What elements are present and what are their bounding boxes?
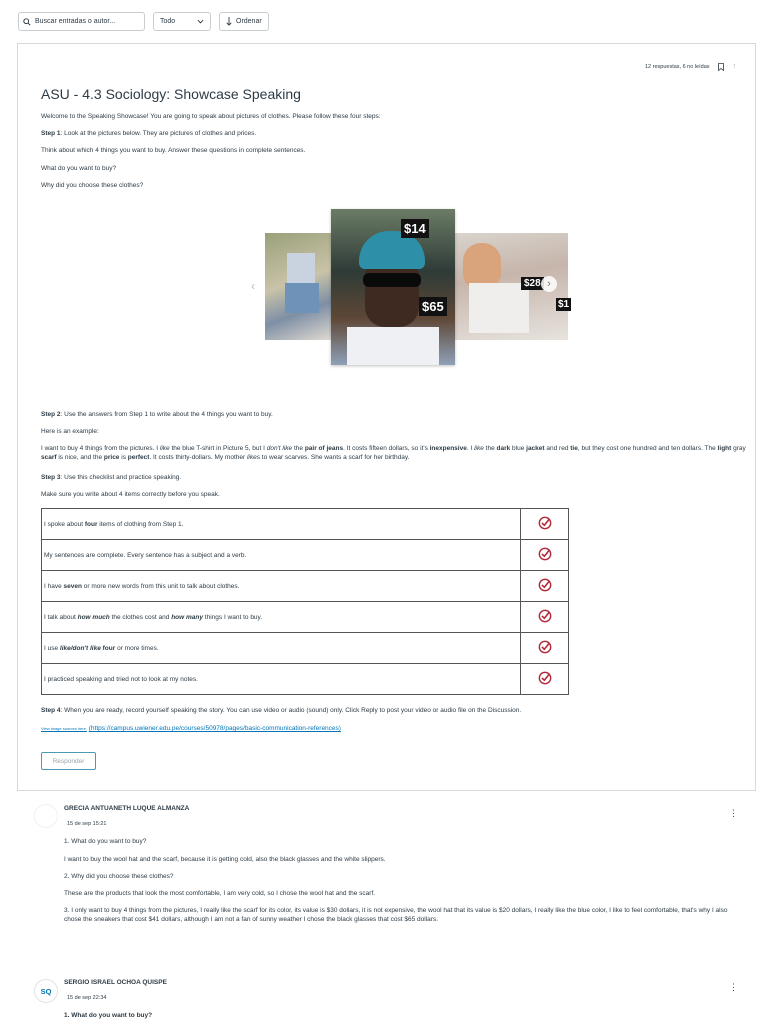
price-tag-center-bottom: $65 (419, 297, 447, 316)
step2-text: : Use the answers from Step 1 to write about the 4 things you want to buy. (60, 411, 273, 418)
table-row (42, 664, 569, 695)
step3-text: : Use this checklist and practice speaking. (60, 474, 182, 481)
image-sources (41, 724, 341, 733)
checklist-check-cell (521, 540, 569, 571)
shirt-shape (287, 253, 315, 283)
example-text: and red (544, 445, 571, 452)
example-text: perfect (127, 454, 150, 461)
example-text: jacket (526, 445, 545, 452)
example-text: is (119, 454, 128, 461)
step4-paragraph (41, 706, 747, 715)
checklist-check-cell (521, 602, 569, 633)
example-text: price (103, 454, 120, 461)
sweater-shape (469, 283, 529, 333)
image-sources-link[interactable]: View image sources here. (41, 726, 87, 731)
checklist-text: I talk about (44, 613, 78, 621)
checklist-text: how much (77, 613, 110, 621)
step1-text: : Look at the pictures below. They are pictures of clothes and prices. (60, 130, 257, 137)
carousel-image-left[interactable] (265, 233, 335, 340)
step1-label: Step 1 (41, 130, 61, 137)
price-tag-right-partial: $1 (558, 299, 570, 310)
discussion-toolbar (18, 12, 269, 31)
example-text: the (292, 445, 305, 452)
entry-author[interactable]: GRECIA ANTUANETH LUQUE ALMANZA (64, 805, 190, 812)
example-text: . It costs thirty-dollars. My mother (149, 454, 247, 461)
carousel-prev-icon[interactable]: ‹ (251, 279, 255, 293)
page-title: ASU - 4.3 Sociology: Showcase Speaking (41, 86, 301, 102)
filter-value: Todo (160, 18, 176, 25)
entry-menu-icon[interactable]: ⋮ (729, 808, 738, 818)
checklist-item (42, 633, 521, 664)
think-text: Think about which 4 things you want to buy. Answer these questions in complete sentences. (41, 147, 306, 154)
checklist-text: I spoke about (44, 520, 85, 528)
entry-text: 1. What do you want to buy? (64, 838, 147, 845)
example-text: don't like (266, 445, 293, 452)
bookmark-icon[interactable] (718, 63, 724, 71)
search-icon (23, 18, 31, 26)
checklist-text: seven (63, 582, 82, 590)
table-row (42, 509, 569, 540)
checklist-check-cell (521, 664, 569, 695)
example-text: is nice, and the (56, 454, 104, 461)
shirt-shape (347, 327, 439, 365)
search-placeholder: Buscar entradas o autor... (35, 18, 116, 25)
price-tag-center-top: $14 (401, 219, 429, 238)
checklist-text: how many (171, 613, 203, 621)
glasses-shape (363, 273, 421, 287)
entry-text: 1. What do you want to buy? (64, 1012, 153, 1019)
example-text: , but they cost one hundred and ten dollars. The (577, 445, 718, 452)
example-text: like (159, 445, 170, 452)
example-text: light (717, 445, 732, 452)
question-1: What do you want to buy? (41, 165, 117, 172)
example-text: scarf (41, 454, 57, 461)
shorts-shape (285, 283, 319, 313)
example-text: pair of jeans (304, 445, 344, 452)
entry-text: 3. I only want to buy 4 things from the pictures, I really like the scarf for its color, its value is $30 dollars, it is not expensive, the wool hat that its value is $20 dollars, I really like the blue color, I like to feel comfortable, that's why I also chose the sneakers that cost $41 dollars, although I am not a fan of sunny weather I chose the black glasses that cost $65 dollars. (64, 907, 728, 923)
checklist-text: the clothes cost and (109, 613, 172, 621)
checklist-text: I have (44, 582, 64, 590)
checklist-check-cell (521, 571, 569, 602)
checklist-check-cell (521, 509, 569, 540)
example-text: likes (246, 454, 260, 461)
example-paragraph (41, 444, 747, 462)
example-text: dark (496, 445, 511, 452)
example-text: the blue T-shirt in Picture 5, but I (169, 445, 267, 452)
chevron-down-icon (197, 19, 204, 24)
entry-date: 15 de sep 15:21 (67, 821, 107, 827)
entry-menu-icon[interactable]: ⋮ (729, 982, 738, 992)
checklist-item (42, 571, 521, 602)
check-circle-icon (538, 516, 552, 530)
entry-date: 15 de sep 22:34 (67, 995, 107, 1001)
example-text: I want to buy 4 things from the pictures. I (41, 445, 160, 452)
checklist-table (41, 508, 569, 695)
table-row (42, 602, 569, 633)
step4-label: Step 4 (41, 707, 61, 714)
step3-label: Step 3 (41, 474, 61, 481)
check-circle-icon (538, 671, 552, 685)
question-2: Why did you choose these clothes? (41, 182, 144, 189)
step3-paragraph (41, 473, 181, 482)
reply-button[interactable]: Responder (41, 752, 96, 770)
step2-label: Step 2 (41, 411, 61, 418)
check-circle-icon (538, 609, 552, 623)
step1-paragraph (41, 129, 256, 138)
check-circle-icon (538, 547, 552, 561)
example-text: inexpensive (429, 445, 467, 452)
avatar[interactable]: SQ (34, 979, 58, 1003)
check-circle-icon (538, 578, 552, 592)
checklist-text: things I want to buy. (202, 613, 263, 621)
example-text: to wear scarves. She wants a scarf for her birthday. (259, 454, 410, 461)
example-intro: Here is an example: (41, 428, 99, 435)
checklist-text: I use (44, 644, 60, 652)
carousel-next-icon[interactable]: › (541, 276, 557, 292)
topic-menu-icon[interactable]: ⋮ (731, 64, 737, 70)
table-row (42, 540, 569, 571)
checklist-text: four (102, 644, 116, 652)
checklist-text: like/don't like (59, 644, 101, 652)
example-text: like (474, 445, 484, 452)
carousel-image-center[interactable] (331, 209, 455, 365)
filter-select[interactable] (153, 12, 211, 31)
example-text: gray (731, 445, 746, 452)
entry-text: These are the products that look the most comfortable, I am very cold, so I chose the wool hat and the scarf. (64, 890, 376, 897)
table-row (42, 571, 569, 602)
check-circle-icon (538, 640, 552, 654)
discussion-entry (34, 976, 744, 1024)
example-text: blue (510, 445, 527, 452)
checklist-text: four (84, 520, 98, 528)
example-text: tie (570, 445, 578, 452)
checklist-check-cell (521, 633, 569, 664)
make-sure-text: Make sure you write about 4 items correctly before you speak. (41, 491, 220, 498)
sort-label: Ordenar (236, 18, 262, 25)
search-input[interactable] (18, 12, 145, 31)
arrow-down-icon (226, 17, 232, 26)
price-tag-right: $28 (521, 277, 544, 290)
image-carousel (251, 209, 570, 367)
topic-meta (645, 63, 737, 71)
checklist-item: I practiced speaking and tried not to look at my notes. (42, 664, 521, 695)
entry-text: I want to buy the wool hat and the scarf, because it is getting cold, also the black glasses and the white slippers. (64, 856, 386, 863)
entry-text: 2. Why did you choose these clothes? (64, 873, 174, 880)
checklist-item: My sentences are complete. Every sentence has a subject and a verb. (42, 540, 521, 571)
topic-card (17, 43, 756, 791)
sort-button[interactable] (219, 12, 269, 31)
discussion-entry (34, 802, 744, 942)
avatar[interactable] (34, 804, 58, 828)
checklist-text: or more new words from this unit to talk about clothes. (81, 582, 240, 590)
step4-text: : When you are ready, record yourself speaking the story. You can use video or audio (sound) only. Click Reply to post your video or audio file on the Discussion. (60, 707, 522, 714)
checklist-item (42, 509, 521, 540)
checklist-text: or more times. (115, 644, 159, 652)
step2-paragraph (41, 410, 273, 419)
intro-text: Welcome to the Speaking Showcase! You are going to speak about pictures of clothes. Please follow these four steps: (41, 113, 381, 120)
references-link[interactable]: (https://campus.uwiener.edu.pe/courses/50978/pages/basic-communication-references) (88, 725, 341, 732)
checklist-item (42, 602, 521, 633)
table-row (42, 633, 569, 664)
checklist-text: items of clothing from Step 1. (97, 520, 184, 528)
example-text: . It costs fifteen dollars, so it's (343, 445, 430, 452)
entry-author[interactable]: SERGIO ISRAEL OCHOA QUISPE (64, 979, 167, 986)
example-text: the (483, 445, 497, 452)
example-text: . I (466, 445, 475, 452)
reply-count: 12 respuestas, 6 no leídas (644, 64, 710, 70)
